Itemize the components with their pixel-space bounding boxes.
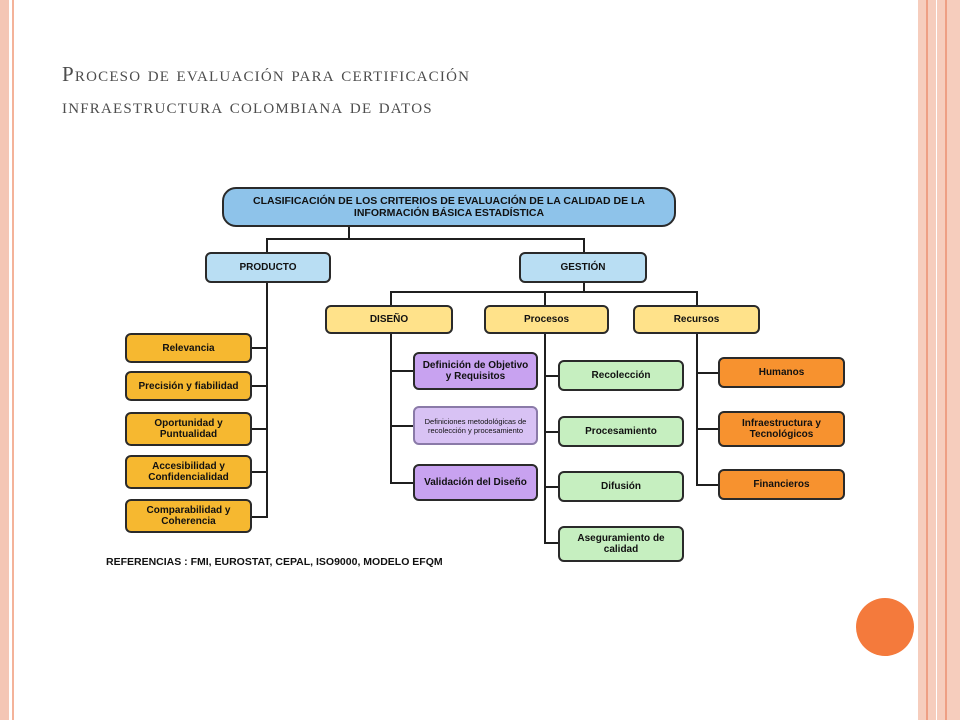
connector-line [252, 347, 268, 349]
right-border-line [945, 0, 947, 720]
connector-line [266, 238, 268, 252]
recursos-item: Humanos [718, 357, 845, 388]
slide-title-line1: Proceso de evaluación para certificación [62, 62, 471, 86]
diseno-item: Definiciones metodológicas de recolección y procesamiento [413, 406, 538, 445]
connector-line [266, 238, 585, 240]
left-border-line [12, 0, 14, 720]
producto-item: Relevancia [125, 333, 252, 363]
connector-line [696, 291, 698, 305]
producto-item: Comparabilidad y Coherencia [125, 499, 252, 533]
procesos-item: Difusión [558, 471, 684, 502]
procesos-item: Aseguramiento de calidad [558, 526, 684, 562]
producto-item: Accesibilidad y Confidencialidad [125, 455, 252, 489]
connector-line [390, 334, 392, 484]
connector-line [544, 486, 558, 488]
connector-line [266, 283, 268, 517]
slide-title-line2: infraestructura colombiana de datos [62, 94, 433, 118]
right-border-line [926, 0, 928, 720]
recursos-node: Recursos [633, 305, 760, 334]
root-node: CLASIFICACIÓN DE LOS CRITERIOS DE EVALUACIÓN DE LA CALIDAD DE LA INFORMACIÓN BÁSICA ESTADÍSTICA [222, 187, 676, 227]
producto-item: Precisión y fiabilidad [125, 371, 252, 401]
connector-line [544, 334, 546, 544]
left-border-band [0, 0, 9, 720]
connector-line [390, 425, 413, 427]
connector-line [544, 291, 546, 305]
slide-title [62, 58, 882, 122]
connector-line [252, 471, 268, 473]
procesos-item: Recolección [558, 360, 684, 391]
connector-line [390, 482, 413, 484]
connector-line [252, 385, 268, 387]
producto-node: PRODUCTO [205, 252, 331, 283]
references-text: REFERENCIAS : FMI, EUROSTAT, CEPAL, ISO9000, MODELO EFQM [106, 556, 443, 568]
connector-line [544, 375, 558, 377]
recursos-item: Financieros [718, 469, 845, 500]
connector-line [252, 428, 268, 430]
connector-line [696, 334, 698, 486]
connector-line [696, 484, 718, 486]
connector-line [544, 431, 558, 433]
procesos-item: Procesamiento [558, 416, 684, 447]
right-border-line [936, 0, 937, 720]
connector-line [390, 291, 392, 305]
recursos-item: Infraestructura y Tecnológicos [718, 411, 845, 447]
procesos-node: Procesos [484, 305, 609, 334]
gestion-node: GESTIÓN [519, 252, 647, 283]
connector-line [252, 516, 268, 518]
diseno-item: Definición de Objetivo y Requisitos [413, 352, 538, 390]
decorative-orange-circle [856, 598, 914, 656]
connector-line [696, 428, 718, 430]
producto-item: Oportunidad y Puntualidad [125, 412, 252, 446]
diseno-item: Validación del Diseño [413, 464, 538, 501]
right-border-band [918, 0, 960, 720]
connector-line [583, 238, 585, 252]
connector-line [390, 370, 413, 372]
diseno-node: DISEÑO [325, 305, 453, 334]
connector-line [544, 542, 558, 544]
connector-line [696, 372, 718, 374]
